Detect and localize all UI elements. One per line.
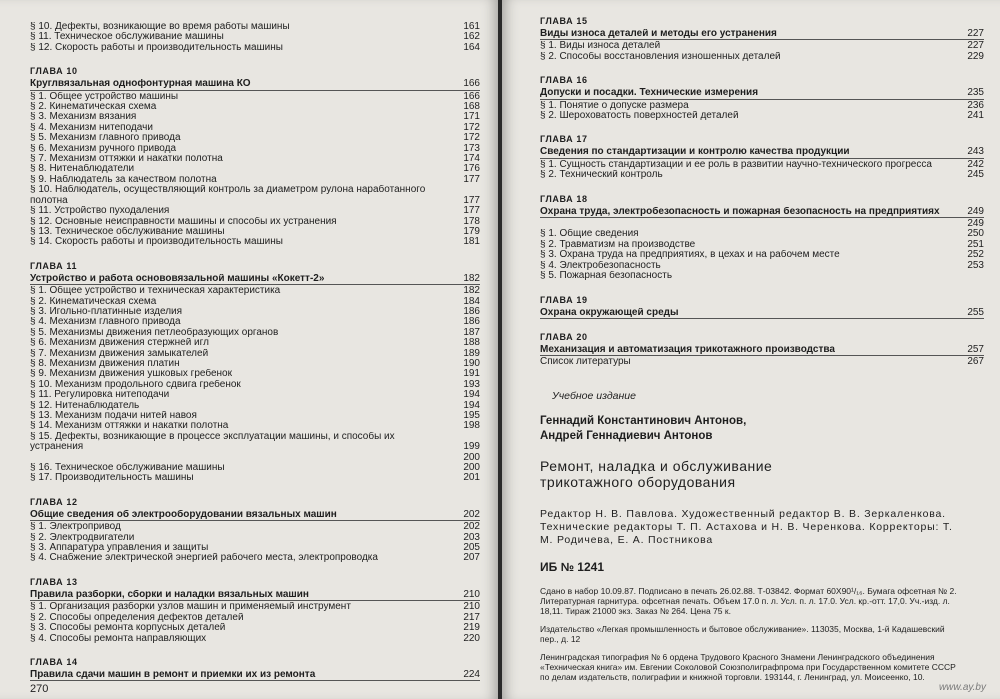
toc-entry — [30, 154, 480, 164]
toc-entry-page: 242 — [967, 158, 984, 170]
toc-entry-page: 241 — [967, 110, 984, 122]
toc-entry-text: § 3. Механизм вязания — [30, 112, 137, 123]
chapter-title-page: 249 — [967, 205, 984, 217]
chapter-title — [540, 29, 984, 40]
toc-entry — [540, 271, 984, 281]
chapter-label: ГЛАВА 17 — [540, 134, 588, 145]
publisher-info: Издательство «Легкая промышленность и бытовое обслуживание». 113035, Москва, 1-й Кадашевский пер., д. 12 — [540, 623, 945, 644]
toc-entry-page: 186 — [463, 316, 480, 328]
toc-entry-text: § 2. Способы определения дефектов деталей — [30, 612, 244, 623]
chapter-title-page: 182 — [463, 272, 480, 284]
chapter-title-page: 210 — [463, 588, 480, 600]
toc-entry — [30, 613, 480, 623]
toc-entry-page: 176 — [463, 163, 480, 175]
toc-entry — [540, 41, 984, 51]
toc-entry-text: § 4. Способы ремонта направляющих — [30, 633, 207, 644]
chapter-title-page: 166 — [463, 78, 480, 90]
toc-entry-text: § 1. Организация разборки узлов машин и применяемый инструмент — [30, 602, 351, 613]
toc-entry-page: 200 — [463, 451, 480, 463]
toc-entry — [30, 317, 480, 327]
toc-entry — [30, 133, 480, 143]
toc-entry — [30, 463, 480, 473]
toc-entry-page: 219 — [463, 622, 480, 634]
chapter-label: ГЛАВА 19 — [540, 294, 588, 305]
toc-entry-text: § 17. Производительность машины — [30, 473, 194, 484]
toc-entry — [540, 357, 984, 367]
chapter-title — [30, 79, 480, 90]
toc-entry — [30, 473, 480, 483]
toc-entry — [30, 297, 480, 307]
toc-entry — [30, 227, 480, 237]
watermark: www.ay.by — [938, 682, 986, 693]
toc-entry-page: 182 — [463, 285, 480, 297]
imprint — [540, 390, 984, 682]
toc-entry-text: § 16. Техническое обслуживание машины — [30, 463, 225, 474]
toc-entry-page: 179 — [463, 225, 480, 237]
chapter-title-text: Устройство и работа основовязальной машины «Кокетт-2» — [30, 273, 325, 284]
toc-entry-page: 172 — [463, 121, 480, 133]
toc-entry-text: § 10. Дефекты, возникающие во время работы машины — [30, 22, 290, 32]
toc-entry-text: § 4. Электробезопасность — [540, 260, 661, 271]
toc-entry-text: § 15. Дефекты, возникающие в процессе эксплуатации машины, и способы их устранения — [30, 431, 395, 453]
toc-entry-text: § 12. Скорость работы и производительность машины — [30, 42, 283, 53]
toc-entry — [30, 359, 480, 369]
printer-info: Ленинградская типография № 6 ордена Трудового Красного Знамени Ленинградского объединения «Техническая книга» им. Евгении Соколовой Союзполиграфпрома при Государственном комитете СССР по делам издательств, полиграфии и книжной торговли. 193144, г. Ленинград, ул. Моисеенко, 10. — [540, 651, 956, 682]
toc-entry — [30, 401, 480, 411]
toc-entry-page: 198 — [463, 420, 480, 432]
toc-entry — [540, 111, 984, 121]
toc-entry-text: § 3. Аппаратура управления и защиты — [30, 543, 209, 554]
toc-entry-text: § 10. Наблюдатель, осуществляющий контроль за диаметром рулона наработанного полотна — [30, 185, 426, 206]
toc-entry — [30, 421, 480, 431]
toc-entry — [30, 286, 480, 296]
toc-entry — [30, 307, 480, 317]
toc-left-chapters — [30, 66, 480, 681]
chapter-title — [30, 670, 480, 681]
toc-entry-page: 200 — [463, 462, 480, 474]
author-2: Андрей Геннадиевич Антонов — [540, 429, 713, 442]
toc-entry-page: 249 — [967, 218, 984, 230]
chapter-title-page: 202 — [463, 508, 480, 520]
toc-entry-page: 178 — [463, 215, 480, 227]
right-page — [502, 0, 1000, 699]
toc-entry-text: § 1. Общее устройство машины — [30, 91, 179, 102]
toc-entry-text: § 6. Механизм ручного привода — [30, 143, 177, 154]
toc-entry — [30, 102, 480, 112]
toc-entry-page: 217 — [463, 611, 480, 623]
toc-entry-text: § 4. Механизм главного привода — [30, 317, 181, 328]
toc-entry — [30, 380, 480, 390]
toc-entry-page: 253 — [967, 259, 984, 271]
chapter-label: ГЛАВА 12 — [30, 496, 78, 507]
chapter-title — [540, 207, 984, 218]
chapter-title-page: 255 — [967, 306, 984, 318]
chapter-title-text: Виды износа деталей и методы его устранения — [540, 29, 777, 39]
toc-entry-page: 177 — [463, 194, 480, 206]
toc-entry-page: 229 — [967, 50, 984, 62]
chapter-title — [30, 274, 480, 285]
chapter-label: ГЛАВА 20 — [540, 331, 588, 342]
toc-entry-text: § 9. Наблюдатель за качеством полотна — [30, 174, 217, 185]
toc-entry-text: § 2. Травматизм на производстве — [540, 239, 696, 250]
chapter-label: ГЛАВА 18 — [540, 193, 588, 204]
chapter-label: ГЛАВА 13 — [30, 576, 78, 587]
chapter-label: ГЛАВА 10 — [30, 66, 78, 77]
toc-entry — [30, 237, 480, 247]
toc-entry-text: § 6. Механизм движения стержней игл — [30, 338, 209, 349]
toc-entry-page: 188 — [463, 337, 480, 349]
toc-entry-text: § 3. Способы ремонта корпусных деталей — [30, 623, 226, 634]
toc-entry-text: § 2. Электродвигатели — [30, 532, 135, 543]
left-page — [0, 0, 498, 699]
toc-entry-text: § 3. Игольно-платинные изделия — [30, 306, 183, 317]
toc-entry — [540, 250, 984, 260]
toc-entry-text: § 13. Механизм подачи нитей навоя — [30, 411, 197, 421]
chapter-title — [540, 345, 984, 356]
toc-entry — [30, 369, 480, 379]
toc-entry-page: 194 — [463, 399, 480, 411]
toc-entry-text: § 11. Устройство пуходаления — [30, 206, 170, 217]
toc-entry — [30, 32, 480, 42]
toc-entry — [30, 338, 480, 348]
chapter-title — [540, 147, 984, 158]
toc-entry-text: § 1. Общее устройство и техническая характеристика — [30, 286, 281, 297]
toc-entry-text: § 1. Понятие о допуске размера — [540, 100, 689, 111]
toc-entry — [540, 160, 984, 170]
chapter-title-text: Общие сведения об электрооборудовании вязальных машин — [30, 509, 337, 520]
toc-entry-page: 168 — [463, 101, 480, 113]
toc-entry — [30, 328, 480, 338]
toc-entry-page: 186 — [463, 305, 480, 317]
book-title — [540, 458, 964, 490]
toc-entry-page: 205 — [463, 542, 480, 554]
toc-entry-text: § 2. Способы восстановления изношенных деталей — [540, 51, 781, 62]
chapter-title — [540, 88, 984, 99]
toc-entry-text: § 12. Нитенаблюдатель — [30, 400, 140, 411]
chapter-label: ГЛАВА 11 — [30, 260, 78, 271]
chapter-title — [30, 590, 480, 601]
toc-entry-page: 220 — [463, 632, 480, 644]
toc-entry-page: 250 — [967, 228, 984, 240]
toc-entry-text: § 13. Техническое обслуживание машины — [30, 226, 225, 237]
authors — [540, 414, 964, 444]
toc-entry-page: 201 — [463, 472, 480, 484]
toc-entry-text: § 1. Сущность стандартизации и ее роль в развитии научно-технического прогресса — [540, 159, 932, 170]
chapter-title — [30, 510, 480, 521]
chapter-title-page: 257 — [967, 343, 984, 355]
toc-entry-page: 207 — [463, 552, 480, 564]
toc-entry-page: 236 — [967, 99, 984, 111]
toc-entry-page: 202 — [463, 521, 480, 533]
chapter-title-text: Сведения по стандартизации и контролю качества продукции — [540, 147, 850, 158]
toc-entry-page: 203 — [463, 531, 480, 543]
chapter-title-text: Правила сдачи машин в ремонт и приемки их из ремонта — [30, 669, 316, 680]
toc-entry-text: § 5. Пожарная безопасность — [540, 271, 673, 282]
toc-entry-text: § 1. Общие сведения — [540, 229, 639, 240]
chapter-title-page: 235 — [967, 87, 984, 99]
toc-entry-text: § 2. Кинематическая схема — [30, 296, 157, 307]
toc-entry — [540, 240, 984, 250]
toc-entry-page: 252 — [967, 249, 984, 261]
toc-entry-text: § 8. Нитенаблюдатели — [30, 164, 135, 175]
toc-entry-text: § 5. Механизмы движения петлеобразующих органов — [30, 327, 279, 338]
toc-entry — [540, 52, 984, 62]
toc-entry — [30, 22, 480, 32]
ib-number: ИБ № 1241 — [540, 559, 604, 574]
toc-entry-text: § 2. Технический контроль — [540, 170, 663, 181]
toc-entry-text: § 7. Механизм оттяжки и накатки полотна — [30, 154, 223, 165]
toc-entry-page: 187 — [463, 326, 480, 338]
chapter-title — [540, 308, 984, 319]
toc-entry-page: 245 — [967, 169, 984, 181]
chapter-label: ГЛАВА 16 — [540, 75, 588, 86]
toc-entry-text: § 4. Механизм нитеподачи — [30, 122, 153, 133]
toc-right-chapters — [540, 16, 984, 368]
chapter-title-text: Охрана труда, электробезопасность и пожарная безопасность на предприятиях — [540, 206, 940, 217]
toc-entry — [30, 411, 480, 421]
book-title-line-2: трикотажного оборудования — [540, 473, 736, 490]
toc-entry — [30, 185, 480, 206]
toc-entry — [30, 634, 480, 644]
toc-entry-page: 184 — [463, 295, 480, 307]
chapter-title-page: 243 — [967, 146, 984, 158]
toc-entry-text: § 11. Регулировка нитеподачи — [30, 390, 170, 401]
toc-entry — [540, 101, 984, 111]
toc-entry-page: 164 — [463, 41, 480, 53]
toc-entry — [540, 170, 984, 180]
toc-entry — [30, 349, 480, 359]
toc-entry-page: 166 — [463, 90, 480, 102]
technical-details: Сдано в набор 10.09.87. Подписано в печать 26.02.88. Т-03842. Формат 60Х90¹/₁₆. Бумага офсетная № 2. Литературная гарнитура. офсетная печать. Объем 17.0 п. л. Усл. п. л. 17.0. Усл. кр.-отт. 17,0. Уч.-изд. л. 18,11. Тираж 21000 экз. Заказ № 264. Цена 75 к. — [540, 585, 957, 616]
toc-entry — [30, 217, 480, 227]
toc-entry-page: 194 — [463, 389, 480, 401]
toc-entry — [30, 390, 480, 400]
page-number: 270 — [30, 683, 49, 695]
chapter-title-text: Круглвязальная однофонтурная машина КО — [30, 79, 251, 90]
toc-entry-page: 190 — [463, 357, 480, 369]
toc-entry-page: 177 — [463, 205, 480, 217]
chapter-title-text: Механизация и автоматизация трикотажного производства — [540, 344, 835, 355]
toc-entry — [540, 219, 984, 229]
toc-entry — [30, 453, 480, 463]
toc-entry-text: § 4. Снабжение электрической энергией рабочего места, электропроводка — [30, 553, 378, 564]
toc-entry — [30, 432, 480, 453]
toc-entry-text: § 14. Механизм оттяжки и накатки полотна — [30, 421, 229, 432]
toc-entry — [540, 261, 984, 271]
toc-entry-text: Список литературы — [540, 357, 631, 368]
chapter-title-text: Охрана окружающей среды — [540, 307, 679, 318]
toc-entry-page: 191 — [463, 368, 480, 380]
toc-entry-page: 172 — [463, 132, 480, 144]
toc-entry — [30, 43, 480, 53]
chapter-title-text: Правила разборки, сборки и наладки вязальных машин — [30, 589, 309, 600]
toc-entry — [540, 229, 984, 239]
toc-entry — [30, 533, 480, 543]
toc-entry-page: 174 — [463, 153, 480, 165]
chapter-label: ГЛАВА 15 — [540, 16, 588, 26]
toc-entry-page: 227 — [967, 40, 984, 52]
toc-entry — [30, 123, 480, 133]
toc-entry — [30, 175, 480, 185]
chapter-title-text: Допуски и посадки. Технические измерения — [540, 88, 759, 99]
toc-entry — [30, 92, 480, 102]
chapter-label: ГЛАВА 14 — [30, 656, 78, 667]
toc-entry — [30, 164, 480, 174]
toc-entry — [30, 543, 480, 553]
toc-top-entries — [30, 22, 480, 53]
toc-entry-text: § 7. Механизм движения замыкателей — [30, 348, 209, 359]
editors-credits: Редактор Н. В. Павлова. Художественный редактор В. В. Зеркаленкова. Технические редакторы Т. П. Астахова и Н. В. Черенкова. Корректоры: Т. М. Родичева, Е. А. Постникова — [540, 507, 953, 546]
toc-entry-page: 171 — [463, 111, 480, 123]
toc-entry-text: § 2. Шероховатость поверхностей деталей — [540, 111, 739, 122]
toc-entry-page: 193 — [463, 378, 480, 390]
toc-entry-page: 181 — [463, 236, 480, 248]
toc-entry-page: 267 — [967, 356, 984, 368]
toc-entry-page: 189 — [463, 347, 480, 359]
toc-entry-text: § 5. Механизм главного привода — [30, 133, 181, 144]
toc-entry — [30, 553, 480, 563]
toc-entry-page: 162 — [463, 31, 480, 43]
toc-entry — [30, 206, 480, 216]
edition-kind: Учебное издание — [552, 389, 636, 402]
toc-entry-text: § 9. Механизм движения ушковых гребенок — [30, 369, 232, 380]
toc-entry-page: 251 — [967, 238, 984, 250]
toc-entry-text: § 3. Охрана труда на предприятиях, в цехах и на рабочем месте — [540, 250, 840, 261]
author-1: Геннадий Константинович Антонов, — [540, 414, 747, 427]
toc-entry-text: § 1. Виды износа деталей — [540, 41, 661, 52]
toc-entry-text: § 10. Механизм продольного сдвига гребенок — [30, 379, 241, 390]
toc-entry — [30, 144, 480, 154]
chapter-title-page: 227 — [967, 28, 984, 39]
toc-entry — [30, 602, 480, 612]
book-title-line-1: Ремонт, наладка и обслуживание — [540, 457, 773, 474]
toc-entry — [30, 112, 480, 122]
toc-entry — [30, 623, 480, 633]
toc-entry-page: 173 — [463, 142, 480, 154]
chapter-title-page: 224 — [463, 668, 480, 680]
toc-entry-text: § 14. Скорость работы и производительность машины — [30, 237, 283, 248]
toc-entry-text: § 11. Техническое обслуживание машины — [30, 32, 224, 43]
toc-entry-text: § 8. Механизм движения платин — [30, 358, 180, 369]
toc-entry-page: 161 — [463, 21, 480, 32]
toc-entry-text: § 12. Основные неисправности машины и способы их устранения — [30, 216, 337, 227]
toc-entry-page: 195 — [463, 410, 480, 421]
toc-entry-text: § 1. Электропривод — [30, 522, 121, 533]
toc-entry-text: § 2. Кинематическая схема — [30, 102, 157, 113]
toc-entry — [30, 522, 480, 532]
toc-entry-page: 177 — [463, 173, 480, 185]
toc-entry-page: 199 — [463, 441, 480, 453]
toc-entry-page: 210 — [463, 601, 480, 613]
